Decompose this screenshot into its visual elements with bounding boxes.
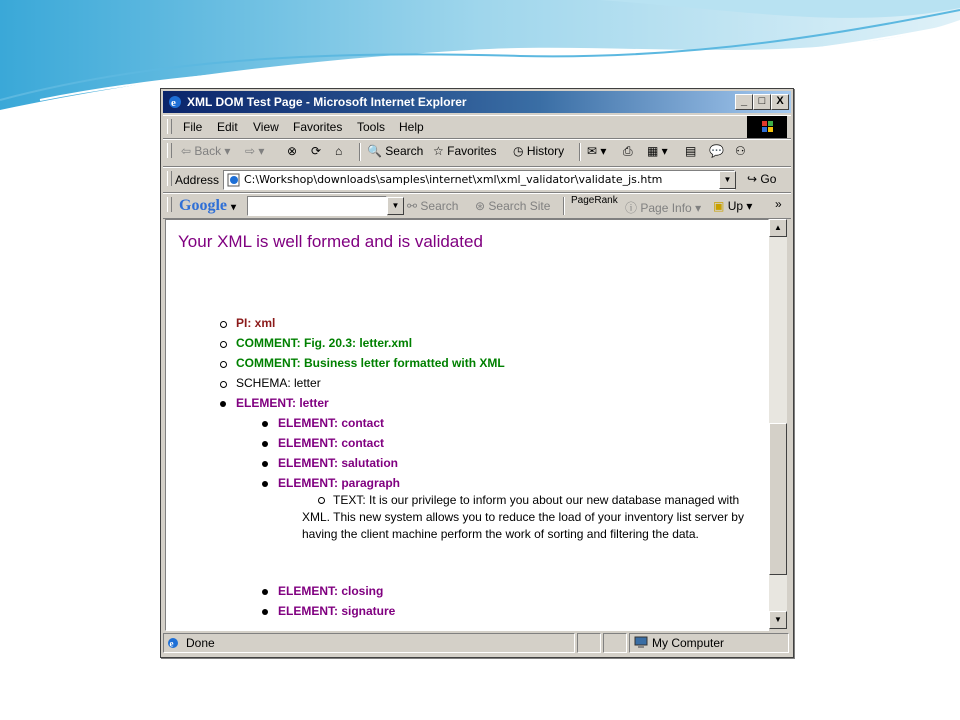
search-label: Search: [385, 144, 424, 158]
chat-icon: 💬: [709, 144, 724, 158]
google-search-input[interactable]: [247, 196, 387, 216]
address-bar: [163, 167, 791, 193]
favorites-button[interactable]: [433, 144, 496, 158]
search-site-button[interactable]: [475, 199, 550, 213]
search-site-label: Search Site: [488, 199, 551, 213]
google-logo: Google: [179, 197, 227, 214]
home-icon: ⌂: [335, 144, 343, 158]
page-content: [165, 219, 769, 631]
people-button[interactable]: [735, 144, 746, 158]
folder-up-icon: ▣: [713, 199, 725, 213]
close-button[interactable]: X: [771, 94, 789, 110]
browser-window: [160, 88, 794, 658]
print-icon: ⎙: [623, 144, 633, 158]
go-button[interactable]: [747, 172, 776, 186]
toolbar-separator: [579, 143, 581, 161]
solid-bullet-icon: [262, 609, 268, 615]
status-cell: [603, 633, 627, 653]
toolbar-grip[interactable]: [167, 171, 172, 186]
page-info-label: Page Info: [640, 201, 692, 215]
mail-icon: ✉: [587, 144, 598, 158]
messenger-button[interactable]: [709, 144, 724, 158]
discuss-button[interactable]: [685, 144, 696, 158]
toolbar-grip[interactable]: [167, 119, 172, 134]
document-icon: ▤: [685, 144, 697, 158]
open-bullet-icon: [220, 361, 227, 368]
status-bar: [163, 633, 791, 653]
security-zone: [629, 633, 789, 653]
tree-node-label: SCHEMA: letter: [236, 376, 321, 390]
pagerank-label: PageRank: [571, 195, 618, 206]
tree-node-label: ELEMENT: paragraph: [278, 476, 401, 490]
menu-bar: [163, 115, 791, 139]
window-title: XML DOM Test Page - Microsoft Internet Explorer: [187, 95, 467, 109]
tree-node-label: PI: xml: [236, 316, 276, 330]
open-bullet-icon: [220, 381, 227, 388]
back-arrow-icon: ⇦: [181, 144, 192, 158]
info-icon: ⓘ: [625, 201, 638, 215]
toolbar-separator: [563, 197, 565, 215]
address-label: Address: [175, 173, 220, 187]
back-button[interactable]: ⇦ Back ▾: [181, 144, 231, 158]
search-button[interactable]: [367, 144, 423, 158]
page-heading: Your XML is well formed and is validated: [178, 232, 483, 251]
menu-favorites[interactable]: Favorites: [293, 120, 343, 134]
solid-bullet-icon: [262, 441, 268, 447]
search-icon: 🔍: [367, 144, 382, 158]
home-button[interactable]: [335, 144, 342, 158]
address-input[interactable]: [223, 170, 735, 190]
svg-text:e: e: [171, 97, 176, 109]
go-arrow-icon: ↪: [747, 172, 758, 186]
word-edit-icon: ▦: [647, 144, 659, 158]
tree-node-label: COMMENT: Business letter formatted with XML: [236, 356, 505, 370]
go-label: Go: [760, 172, 777, 186]
minimize-button[interactable]: _: [735, 94, 753, 110]
favorites-label: Favorites: [447, 144, 497, 158]
address-dropdown-button[interactable]: ▼: [719, 171, 736, 189]
forward-arrow-icon: ⇨: [245, 144, 256, 158]
open-bullet-icon: [220, 341, 227, 348]
zone-label: My Computer: [652, 636, 725, 650]
google-search-button[interactable]: [407, 199, 458, 213]
page-icon: [226, 172, 242, 188]
svg-text:e: e: [169, 638, 174, 649]
binoculars-icon: ⚯: [407, 199, 418, 213]
tree-node-label: ELEMENT: salutation: [278, 456, 399, 470]
pagerank-indicator[interactable]: [571, 195, 618, 206]
search-site-icon: ⊛: [475, 199, 486, 213]
google-search-label: Search: [420, 199, 459, 213]
history-label: History: [526, 144, 565, 158]
print-button[interactable]: [623, 144, 633, 159]
toolbar-overflow-icon[interactable]: »: [775, 197, 782, 211]
forward-button[interactable]: ⇨ ▾: [245, 144, 265, 158]
vertical-scrollbar[interactable]: [769, 219, 787, 629]
toolbar-grip[interactable]: [167, 197, 172, 212]
stop-button[interactable]: [287, 144, 297, 158]
person-icon: ⚇: [735, 144, 746, 158]
solid-bullet-icon: [262, 589, 268, 595]
tree-node-label: ELEMENT: contact: [278, 436, 385, 450]
status-text: Done: [186, 636, 215, 650]
menu-view[interactable]: View: [253, 120, 279, 134]
stop-icon: ⊗: [287, 144, 298, 158]
tree-node-label: ELEMENT: closing: [278, 584, 384, 598]
tree-node-label: ELEMENT: letter: [236, 396, 329, 410]
solid-bullet-icon: [220, 401, 226, 407]
toolbar-grip[interactable]: [167, 143, 172, 158]
ie-page-icon: [166, 636, 180, 650]
title-bar: [163, 91, 791, 113]
tree-node-label: COMMENT: Fig. 20.3: letter.xml: [236, 336, 413, 350]
standard-toolbar: [163, 139, 791, 167]
favorites-icon: ☆: [433, 144, 444, 158]
history-button[interactable]: [513, 144, 564, 158]
solid-bullet-icon: [262, 481, 268, 487]
google-logo-button[interactable]: Google ▾: [179, 197, 237, 214]
scroll-up-button[interactable]: ▲: [769, 219, 787, 237]
address-url: C:\Workshop\downloads\samples\internet\xml\xml_validator\validate_js.htm: [244, 173, 663, 186]
status-text-area: [163, 633, 575, 653]
menu-help[interactable]: Help: [399, 120, 424, 134]
status-cell: [577, 633, 601, 653]
tree-node-label: ELEMENT: contact: [278, 416, 385, 430]
refresh-button[interactable]: [311, 144, 321, 158]
history-icon: ◷: [513, 144, 524, 158]
up-label: Up: [727, 199, 744, 213]
text-node-content: TEXT: It is our privilege to inform you about our new database managed with XML. This new system allows you to reduce the load of your inventory list server by having the client machine perform the work of sorting and filtering the data.: [302, 493, 744, 541]
menu-tools[interactable]: Tools: [357, 120, 386, 134]
windows-logo: [747, 116, 787, 138]
google-toolbar: [163, 193, 791, 219]
toolbar-separator: [359, 143, 361, 161]
scroll-thumb[interactable]: [769, 423, 787, 575]
open-bullet-icon: [318, 497, 325, 504]
mail-button[interactable]: ✉ ▾: [587, 144, 607, 158]
page-info-button[interactable]: ⓘ Page Info ▾: [625, 201, 702, 215]
open-bullet-icon: [220, 321, 227, 328]
solid-bullet-icon: [262, 421, 268, 427]
edit-button[interactable]: ▦ ▾: [647, 144, 668, 158]
maximize-button[interactable]: □: [753, 94, 771, 110]
refresh-icon: ⟳: [311, 144, 322, 158]
up-button[interactable]: ▣ Up ▾: [713, 199, 753, 213]
scroll-down-button[interactable]: ▼: [769, 611, 787, 629]
menu-edit[interactable]: Edit: [217, 120, 238, 134]
menu-file[interactable]: File: [183, 120, 203, 134]
solid-bullet-icon: [262, 461, 268, 467]
my-computer-icon: [633, 636, 649, 650]
text-node: [302, 492, 760, 543]
ie-icon: [167, 94, 183, 110]
tree-node-label: ELEMENT: signature: [278, 604, 396, 618]
google-search-dropdown[interactable]: ▼: [387, 197, 404, 215]
back-label: Back: [194, 144, 222, 158]
